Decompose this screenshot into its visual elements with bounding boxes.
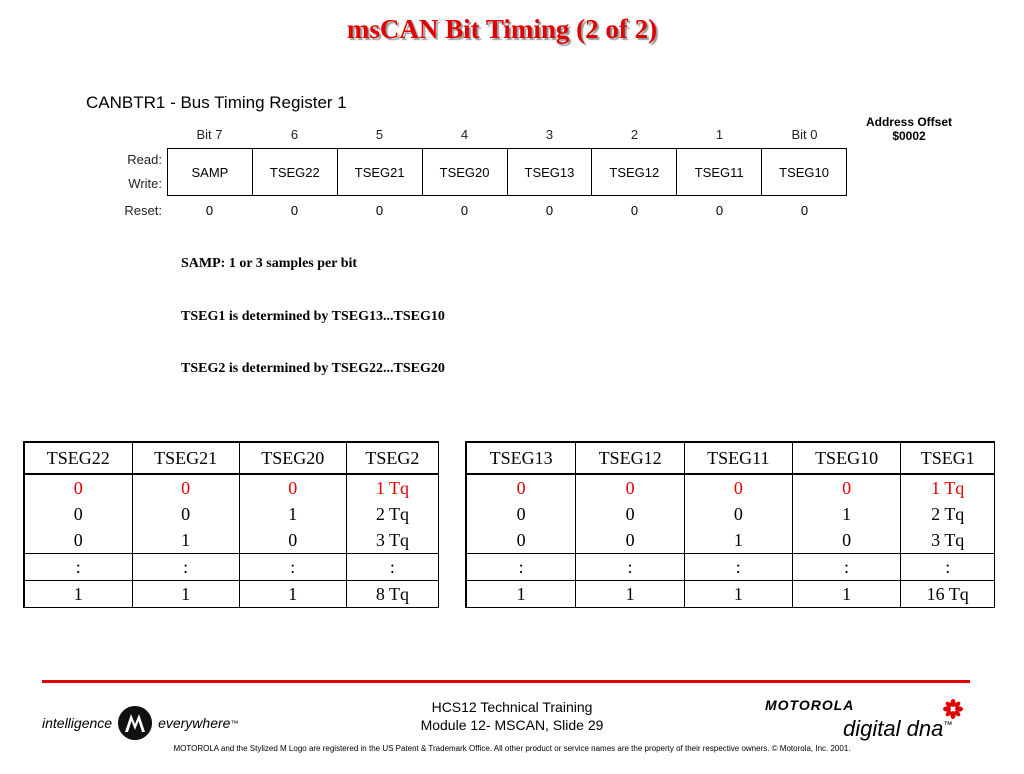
table-row <box>24 474 439 501</box>
table-header: TSEG22 <box>24 442 132 474</box>
legal-notice: MOTOROLA and the Stylized M Logo are registered in the US Patent & Trademark Office. All other product or service names are the property of their respective owners. © Motorola, Inc. 2001. <box>173 744 851 753</box>
table-row <box>24 581 439 608</box>
bit-number: 4 <box>460 127 469 142</box>
table-cell: 1 <box>576 581 685 608</box>
address-offset-label: Address Offset <box>865 115 953 129</box>
table-cell: 2 Tq <box>375 503 410 524</box>
table-cell: 1 <box>684 581 792 608</box>
reset-value: 0 <box>800 203 809 218</box>
dna-flower-icon <box>942 698 964 720</box>
reset-value: 0 <box>205 203 214 218</box>
table-header: TSEG20 <box>239 442 346 474</box>
register-title: CANBTR1 - Bus Timing Register 1 <box>86 93 347 112</box>
bit-number: Bit 0 <box>791 127 818 142</box>
table-cell: 1 <box>792 501 901 527</box>
note-samp: SAMP: 1 or 3 samples per bit <box>181 256 358 271</box>
table-row <box>466 527 995 554</box>
register-fields <box>167 148 847 196</box>
table-cell: 1 <box>132 581 239 608</box>
table-cell: 0 <box>684 501 792 527</box>
tagline-left: intelligence <box>42 715 113 731</box>
table-cell: : <box>24 554 132 581</box>
table-cell: 0 <box>792 474 901 501</box>
table-row <box>24 554 439 581</box>
address-offset <box>852 115 966 143</box>
table-header: TSEG21 <box>132 442 239 474</box>
table-cell: 1 Tq <box>375 477 410 498</box>
register-field: TSEG11 <box>676 149 761 195</box>
register-field: TSEG21 <box>337 149 422 195</box>
register-field: TSEG10 <box>761 149 846 195</box>
reset-label: Reset: <box>124 203 162 218</box>
reset-value: 0 <box>715 203 724 218</box>
table-cell: 0 <box>466 474 576 501</box>
table-header: TSEG2 <box>346 442 438 474</box>
table-cell: 2 Tq <box>931 503 965 524</box>
table-cell: 1 <box>132 527 239 554</box>
table-cell: : <box>792 554 901 581</box>
table-header: TSEG12 <box>576 442 685 474</box>
table-cell: 0 <box>132 501 239 527</box>
table-cell: 0 <box>466 527 576 554</box>
slide-title: msCAN Bit Timing (2 of 2) <box>346 14 658 44</box>
table-row <box>466 581 995 608</box>
table-cell: : <box>132 554 239 581</box>
table-cell: 1 <box>792 581 901 608</box>
note-tseg1: TSEG1 is determined by TSEG13...TSEG10 <box>181 309 445 324</box>
reset-value: 0 <box>545 203 554 218</box>
reset-value: 0 <box>630 203 639 218</box>
table-header: TSEG13 <box>466 442 576 474</box>
bit-number: 2 <box>630 127 639 142</box>
table-cell: 0 <box>684 474 792 501</box>
tseg2-table <box>23 441 439 608</box>
note-tseg2: TSEG2 is determined by TSEG22...TSEG20 <box>181 361 445 376</box>
table-row <box>466 501 995 527</box>
table-cell: 3 Tq <box>901 527 995 554</box>
table-cell: 1 <box>684 527 792 554</box>
footer-divider <box>42 680 970 683</box>
table-row <box>466 554 995 581</box>
table-header: TSEG1 <box>901 442 995 474</box>
table-cell: 0 <box>132 474 239 501</box>
table-cell: : <box>901 554 995 581</box>
write-label: Write: <box>128 176 162 191</box>
intelligence-everywhere-logo <box>42 706 238 740</box>
bit-number: 6 <box>290 127 299 142</box>
register-field: TSEG20 <box>422 149 507 195</box>
address-offset-value: $0002 <box>892 129 926 143</box>
table-cell: 3 Tq <box>346 527 438 554</box>
table-cell: 1 Tq <box>931 477 965 498</box>
footer-course-info <box>380 698 644 734</box>
bit-number: 1 <box>715 127 724 142</box>
table-cell: 1 <box>466 581 576 608</box>
table-cell: 16 Tq <box>926 583 969 604</box>
table-cell: 0 <box>24 527 132 554</box>
table-cell: 0 <box>24 474 132 501</box>
tagline-right: everywhere <box>158 715 231 731</box>
table-row <box>466 474 995 501</box>
footer-course: HCS12 Technical Training <box>431 699 593 715</box>
table-cell: 0 <box>239 527 346 554</box>
table-cell: 8 Tq <box>375 583 410 604</box>
table-cell: 0 <box>24 501 132 527</box>
table-cell: : <box>684 554 792 581</box>
table-row <box>24 527 439 554</box>
bit-number: 3 <box>545 127 554 142</box>
table-cell: 0 <box>576 501 685 527</box>
digital-dna-tm: ™ <box>943 719 953 730</box>
table-cell: 1 <box>239 501 346 527</box>
table-cell: 1 <box>24 581 132 608</box>
table-cell: 1 <box>239 581 346 608</box>
table-cell: 0 <box>466 501 576 527</box>
table-cell: 0 <box>576 527 685 554</box>
table-cell: 0 <box>239 474 346 501</box>
table-header: TSEG10 <box>792 442 901 474</box>
bit-number: 5 <box>375 127 384 142</box>
register-field: TSEG22 <box>252 149 337 195</box>
table-cell: : <box>466 554 576 581</box>
tseg1-table <box>465 441 995 608</box>
table-cell: : <box>346 554 438 581</box>
digital-dna-text: digital dna <box>843 716 944 741</box>
table-cell: : <box>576 554 685 581</box>
digital-dna-wordmark <box>843 716 952 742</box>
motorola-m-logo-icon <box>118 706 152 740</box>
table-cell: 0 <box>576 474 685 501</box>
reset-value: 0 <box>375 203 384 218</box>
register-field: TSEG12 <box>591 149 676 195</box>
register-field: TSEG13 <box>507 149 592 195</box>
reset-value: 0 <box>460 203 469 218</box>
table-row <box>24 501 439 527</box>
table-cell: 0 <box>792 527 901 554</box>
footer-slide: Module 12- MSCAN, Slide 29 <box>420 717 604 733</box>
reset-value: 0 <box>290 203 299 218</box>
motorola-wordmark: MOTOROLA <box>765 697 855 713</box>
bit-number: Bit 7 <box>196 127 223 142</box>
tagline-tm: ™ <box>230 718 239 728</box>
table-cell: : <box>239 554 346 581</box>
table-header-row <box>466 442 995 474</box>
table-header: TSEG11 <box>684 442 792 474</box>
register-field: SAMP <box>191 164 229 180</box>
read-label: Read: <box>127 152 162 167</box>
table-header-row <box>24 442 439 474</box>
